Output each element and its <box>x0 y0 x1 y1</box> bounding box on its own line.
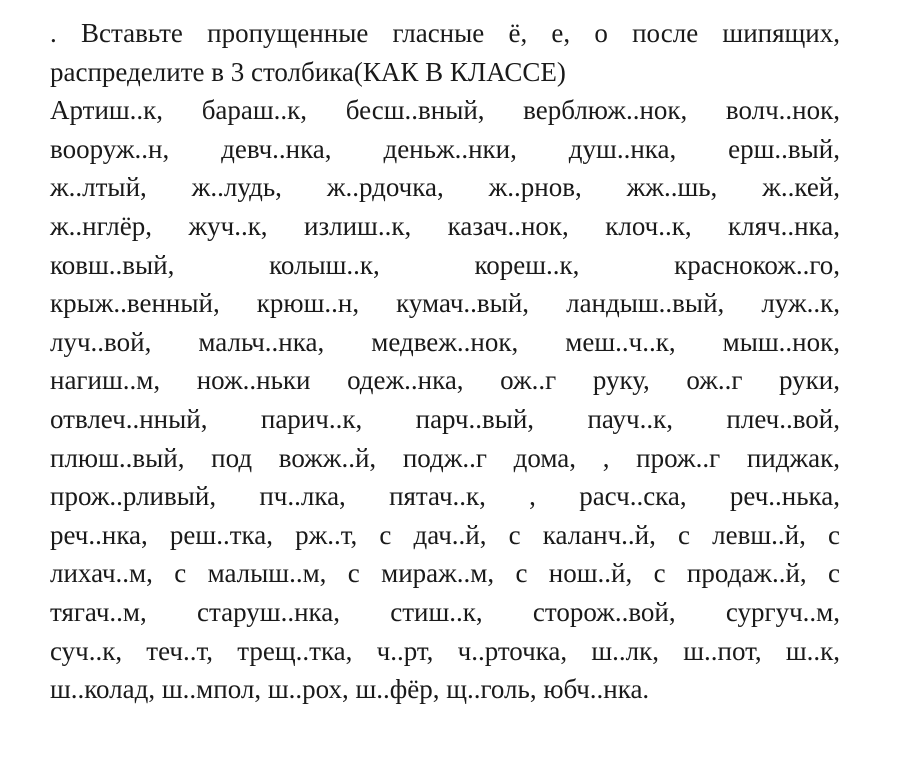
words-line-1: Артиш..к, бараш..к, бесш..вный, верблюж..нок, волч..нок, <box>50 95 840 126</box>
exercise-document <box>50 14 840 709</box>
words-line-16: ш..колад, ш..мпол, ш..рох, ш..фёр, щ..голь, юбч..нка. <box>50 674 650 705</box>
words-line-13: лихач..м, с малыш..м, с мираж..м, с нош..й, с продаж..й, с <box>50 558 840 589</box>
words-line-9: отвлеч..нный, парич..к, парч..вый, пауч..к, плеч..вой, <box>50 403 840 434</box>
words-line-10: плюш..вый, под вожж..й, подж..г дома, , прож..г пиджак, <box>50 442 840 473</box>
words-line-7: луч..вой, мальч..нка, медвеж..нок, меш..ч..к, мыш..нок, <box>50 326 840 357</box>
words-line-2: вооруж..н, девч..нка, деньж..нки, душ..нка, ерш..вый, <box>50 133 840 164</box>
words-line-12: реч..нка, реш..тка, рж..т, с дач..й, с каланч..й, с левш..й, с <box>50 519 840 550</box>
words-line-6: крыж..венный, крюш..н, кумач..вый, ландыш..вый, луж..к, <box>50 288 840 319</box>
words-line-8: нагиш..м, нож..ньки одеж..нка, ож..г руку, ож..г руки, <box>50 365 840 396</box>
task-title-line-2: распределите в 3 столбика(КАК В КЛАССЕ) <box>50 56 566 87</box>
words-line-14: тягач..м, старуш..нка, стиш..к, сторож..вой, сургуч..м, <box>50 596 840 627</box>
words-line-11: прож..рливый, пч..лка, пятач..к, , расч..ска, реч..нька, <box>50 481 840 512</box>
words-line-3: ж..лтый, ж..лудь, ж..рдочка, ж..рнов, жж..шь, ж..кей, <box>50 172 840 203</box>
task-title-line-1: . Вставьте пропущенные гласные ё, е, о после шипящих, <box>50 18 840 48</box>
words-line-15: суч..к, теч..т, трещ..тка, ч..рт, ч..рточка, ш..лк, ш..пот, ш..к, <box>50 635 840 666</box>
words-line-4: ж..нглёр, жуч..к, излиш..к, казач..нок, клоч..к, кляч..нка, <box>50 210 840 241</box>
words-line-5: ковш..вый, колыш..к, кореш..к, краснокож..го, <box>50 249 840 280</box>
